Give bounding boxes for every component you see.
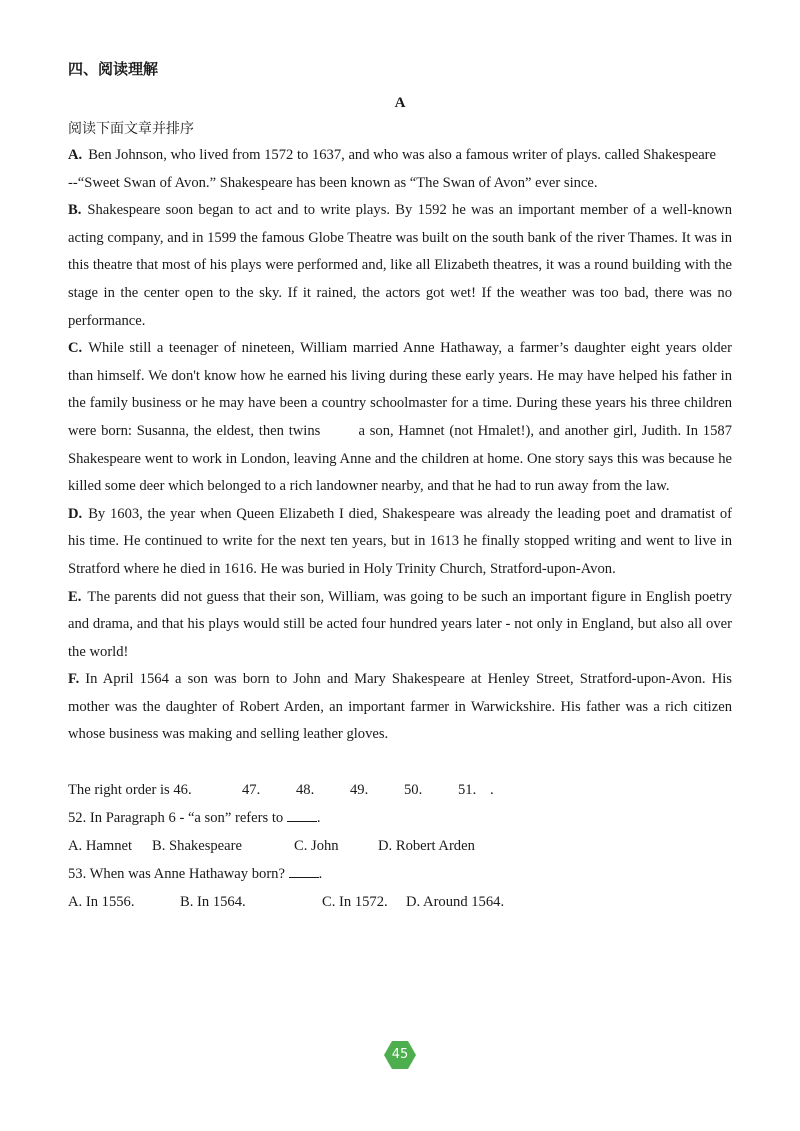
order-blank-48[interactable]: 48. <box>296 782 315 799</box>
passage-label: A <box>394 95 406 111</box>
paragraph-letter: C. <box>68 340 83 357</box>
section-title: 四、阅读理解 <box>68 60 159 78</box>
answer-blank-52[interactable] <box>287 807 317 822</box>
answer-blank-53[interactable] <box>289 863 319 878</box>
paragraph-f <box>68 666 732 749</box>
spacer <box>68 749 732 776</box>
paragraph-letter: D. <box>68 505 83 522</box>
question-53 <box>68 860 732 888</box>
option-c[interactable]: C. In 1572. <box>322 894 388 911</box>
paragraph-a-continuation: --“Sweet Swan of Avon.” Shakespeare has been known as “The Swan of Avon” ever since. <box>68 174 598 191</box>
option-c[interactable]: C. John <box>294 838 339 855</box>
option-a[interactable]: A. In 1556. <box>68 894 135 911</box>
paragraph-a <box>68 142 732 170</box>
option-a[interactable]: A. Hamnet <box>68 838 133 855</box>
paragraph-letter: B. <box>68 202 82 219</box>
paragraph-text: The parents did not guess that their son, William, was going to be such an important figure in English poetry and drama, and that his plays would still be acted four hundred years later - not only in England, but also all over the world! <box>68 588 732 660</box>
order-prefix: The right order is 46. <box>68 782 192 799</box>
question-53-options <box>68 888 732 916</box>
question-stem-end: . <box>318 866 323 883</box>
paragraph-e <box>68 584 732 667</box>
question-stem-end: . <box>316 810 321 827</box>
question-52-options <box>68 832 732 860</box>
option-d[interactable]: D. Robert Arden <box>378 838 475 855</box>
paragraph-letter: F. <box>68 671 80 688</box>
paragraph-text: By 1603, the year when Queen Elizabeth I died, Shakespeare was already the leading poet and dramatist of his time. He continued to write for the next ten years, but in 1613 he finally stopped writing and went to live in Stratford where he died in 1616. He was buried in Holy Trinity Church, Stratford-upon-Avon. <box>68 505 732 577</box>
option-b[interactable]: B. In 1564. <box>180 894 246 911</box>
paragraph-c <box>68 335 732 501</box>
page-number: 45 <box>391 1047 409 1062</box>
order-blank-51[interactable]: 51. <box>458 782 477 799</box>
order-blank-49[interactable]: 49. <box>350 782 369 799</box>
question-52 <box>68 804 732 832</box>
paragraph-text: In April 1564 a son was born to John and Mary Shakespeare at Henley Street, Stratford-upon-Avon. His mother was the daughter of Robert Arden, an important farmer in Warwickshire. His father was a rich citizen whose business was making and selling leather gloves. <box>68 671 732 743</box>
paragraph-letter: E. <box>68 588 82 605</box>
worksheet-page <box>68 56 732 916</box>
order-blank-47[interactable]: 47. <box>242 782 261 799</box>
paragraph-text: While still a teenager of nineteen, William married Anne Hathaway, a farmer’s daughter eight years older than himself. We don't know how he earned his living during these early years. He may have helped his father in the family business or he may have been a country schoolmaster for a time. During these years his three children were born: Susanna, the eldest, then twins a son, Hamnet (not Hmalet!), and another girl, Judith. In 1587 Shakespeare went to work in London, leaving Anne and the children at home. One story says this was because he killed some deer which belonged to a rich landowner nearby, and that he had to run away from the law. <box>68 340 732 495</box>
paragraph-d <box>68 501 732 584</box>
order-line <box>68 776 732 804</box>
instruction-text: 阅读下面文章并排序 <box>68 121 194 137</box>
question-stem: 53. When was Anne Hathaway born? <box>68 866 285 883</box>
paragraph-letter: A. <box>68 147 83 163</box>
paragraph-b <box>68 197 732 335</box>
order-blank-50[interactable]: 50. <box>404 782 423 799</box>
order-suffix: . <box>490 782 494 799</box>
option-d[interactable]: D. Around 1564. <box>406 894 505 911</box>
paragraph-text: Ben Johnson, who lived from 1572 to 1637, and who was also a famous writer of plays. called Shakespeare <box>88 147 717 163</box>
page-number-badge <box>383 1040 417 1070</box>
question-stem: 52. In Paragraph 6 - “a son” refers to <box>68 810 284 827</box>
option-b[interactable]: B. Shakespeare <box>152 838 242 855</box>
paragraph-text: Shakespeare soon began to act and to write plays. By 1592 he was an important member of a well-known acting company, and in 1599 the famous Globe Theatre was built on the south bank of the river Thames. It was in this theatre that most of his plays were performed and, like all Elizabeth theatres, it was a round building with the stage in the center open to the sky. If it rained, the actors got wet! If the weather was too bad, there was no performance. <box>68 202 732 329</box>
